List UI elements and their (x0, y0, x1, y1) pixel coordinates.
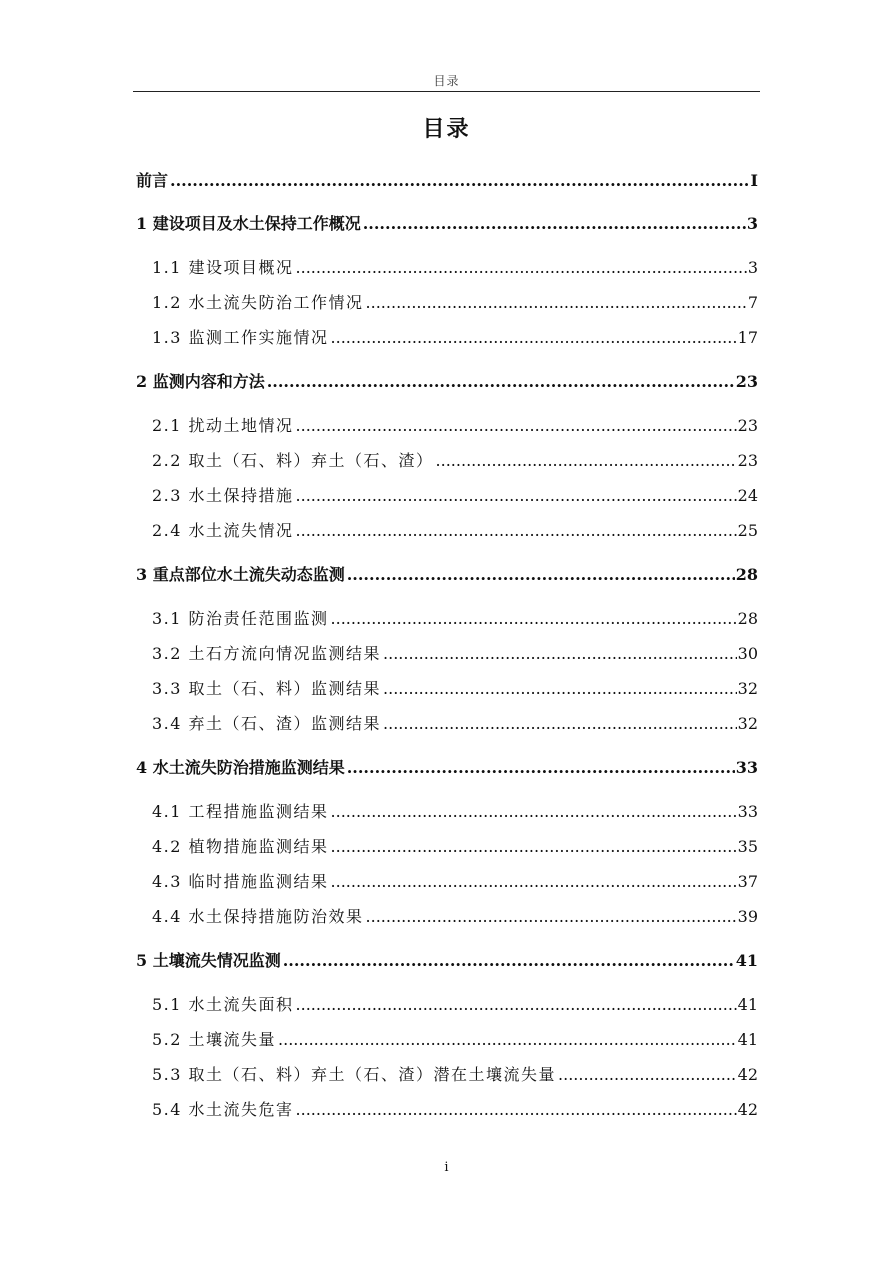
toc-leader-dots (296, 485, 737, 507)
toc-entry-page: 32 (737, 714, 758, 733)
toc-entry-3-2[interactable] (152, 643, 758, 665)
toc-entry-1-3[interactable] (152, 327, 758, 349)
toc-entry-label: 4.4 水土保持措施防治效果 (152, 907, 364, 926)
toc-entry-1-2[interactable] (152, 292, 758, 314)
toc-entry-5-2[interactable] (152, 1029, 758, 1051)
toc-entry-chapter-4[interactable] (136, 757, 758, 779)
toc-entry-label: 2.2 取土（石、料）弃土（石、渣） (152, 451, 434, 470)
running-header: 目录 (433, 74, 460, 88)
toc-leader-dots (331, 871, 737, 893)
toc-entry-page: 28 (735, 565, 758, 584)
toc-entry-page: 42 (737, 1065, 758, 1084)
toc-entry-label: 1.2 水土流失防治工作情况 (152, 293, 364, 312)
toc-entry-label: 4.2 植物措施监测结果 (152, 837, 329, 856)
toc-entry-page: 33 (737, 802, 758, 821)
toc-entry-label: 5.2 土壤流失量 (152, 1030, 277, 1049)
toc-entry-page: 23 (737, 451, 758, 470)
toc-entry-page: 33 (735, 758, 758, 777)
toc-entry-label: 3.2 土石方流向情况监测结果 (152, 644, 382, 663)
toc-entry-1-1[interactable] (152, 257, 758, 279)
toc-entry-page: 30 (737, 644, 758, 663)
toc-entry-label: 5.4 水土流失危害 (152, 1100, 294, 1119)
toc-entry-2-1[interactable] (152, 415, 758, 437)
toc-entry-label: 2.3 水土保持措施 (152, 486, 294, 505)
toc-leader-dots (283, 950, 735, 972)
toc-leader-dots (331, 608, 737, 630)
toc-entry-label: 2.1 扰动土地情况 (152, 416, 294, 435)
toc-entry-label: 5.1 水土流失面积 (152, 995, 294, 1014)
toc-leader-dots (331, 836, 737, 858)
toc-entry-label: 2 监测内容和方法 (136, 372, 265, 391)
toc-title: 目录 (422, 116, 471, 142)
toc-leader-dots (558, 1064, 737, 1086)
toc-entry-label: 1.1 建设项目概况 (152, 258, 294, 277)
toc-entry-page: 3 (747, 258, 758, 277)
toc-entry-label: 前言 (136, 171, 169, 190)
toc-entry-chapter-5[interactable] (136, 950, 758, 972)
toc-entry-label: 3.4 弃土（石、渣）监测结果 (152, 714, 382, 733)
toc-entry-page: 7 (747, 293, 758, 312)
toc-entry-label: 4 水土流失防治措施监测结果 (136, 758, 345, 777)
toc-entry-5-3[interactable] (152, 1064, 758, 1086)
toc-entry-3-3[interactable] (152, 678, 758, 700)
toc-entry-page: 23 (737, 416, 758, 435)
toc-entry-2-2[interactable] (152, 450, 758, 472)
toc-leader-dots (296, 257, 747, 279)
toc-leader-dots (170, 170, 750, 192)
toc-entry-page: 41 (737, 995, 758, 1014)
toc-leader-dots (296, 415, 737, 437)
toc-entry-page: 23 (735, 372, 758, 391)
toc-entry-page: 41 (735, 951, 758, 970)
toc-entry-label: 3.1 防治责任范围监测 (152, 609, 329, 628)
page-number: i (444, 1160, 449, 1175)
toc-entry-page: 28 (737, 609, 758, 628)
toc-leader-dots (296, 520, 737, 542)
toc-entry-label: 4.1 工程措施监测结果 (152, 802, 329, 821)
toc-entry-page: 24 (737, 486, 758, 505)
toc-entry-chapter-3[interactable] (136, 564, 758, 586)
toc-leader-dots (366, 906, 737, 928)
toc-entry-2-3[interactable] (152, 485, 758, 507)
toc-entry-label: 2.4 水土流失情况 (152, 521, 294, 540)
toc-entry-page: 32 (737, 679, 758, 698)
toc-leader-dots (267, 371, 735, 393)
toc-leader-dots (331, 327, 737, 349)
toc-entry-label: 1 建设项目及水土保持工作概况 (136, 214, 361, 233)
toc-entry-label: 1.3 监测工作实施情况 (152, 328, 329, 347)
toc-leader-dots (296, 1099, 737, 1121)
toc-entry-page: 39 (737, 907, 758, 926)
toc-entry-3-1[interactable] (152, 608, 758, 630)
toc-leader-dots (366, 292, 747, 314)
toc-leader-dots (347, 757, 735, 779)
toc-leader-dots (383, 643, 737, 665)
toc-entry-4-4[interactable] (152, 906, 758, 928)
toc-entry-label: 3 重点部位水土流失动态监测 (136, 565, 345, 584)
toc-entry-page: 3 (746, 214, 758, 233)
toc-entry-page: 41 (737, 1030, 758, 1049)
toc-entry-page: 37 (737, 872, 758, 891)
toc-entry-page: 25 (737, 521, 758, 540)
toc-entry-5-1[interactable] (152, 994, 758, 1016)
toc-entry-preface[interactable] (136, 170, 758, 192)
toc-leader-dots (436, 450, 737, 472)
toc-entry-page: 42 (737, 1100, 758, 1119)
toc-leader-dots (363, 213, 746, 235)
toc-entry-page: I (750, 171, 758, 190)
toc-entry-page: 35 (737, 837, 758, 856)
toc-entry-page: 17 (737, 328, 758, 347)
toc-leader-dots (383, 713, 737, 735)
toc-entry-label: 4.3 临时措施监测结果 (152, 872, 329, 891)
toc-leader-dots (278, 1029, 737, 1051)
toc-entry-2-4[interactable] (152, 520, 758, 542)
toc-leader-dots (347, 564, 735, 586)
toc-entry-4-2[interactable] (152, 836, 758, 858)
toc-entry-3-4[interactable] (152, 713, 758, 735)
toc-entry-4-3[interactable] (152, 871, 758, 893)
toc-entry-chapter-2[interactable] (136, 371, 758, 393)
toc-leader-dots (296, 994, 737, 1016)
toc-entry-label: 5 土壤流失情况监测 (136, 951, 281, 970)
toc-entry-4-1[interactable] (152, 801, 758, 823)
toc-entry-label: 3.3 取土（石、料）监测结果 (152, 679, 382, 698)
toc-leader-dots (383, 678, 737, 700)
toc-entry-label: 5.3 取土（石、料）弃土（石、渣）潜在土壤流失量 (152, 1065, 557, 1084)
toc-leader-dots (331, 801, 737, 823)
toc-entry-5-4[interactable] (152, 1099, 758, 1121)
toc-entry-chapter-1[interactable] (136, 213, 758, 235)
